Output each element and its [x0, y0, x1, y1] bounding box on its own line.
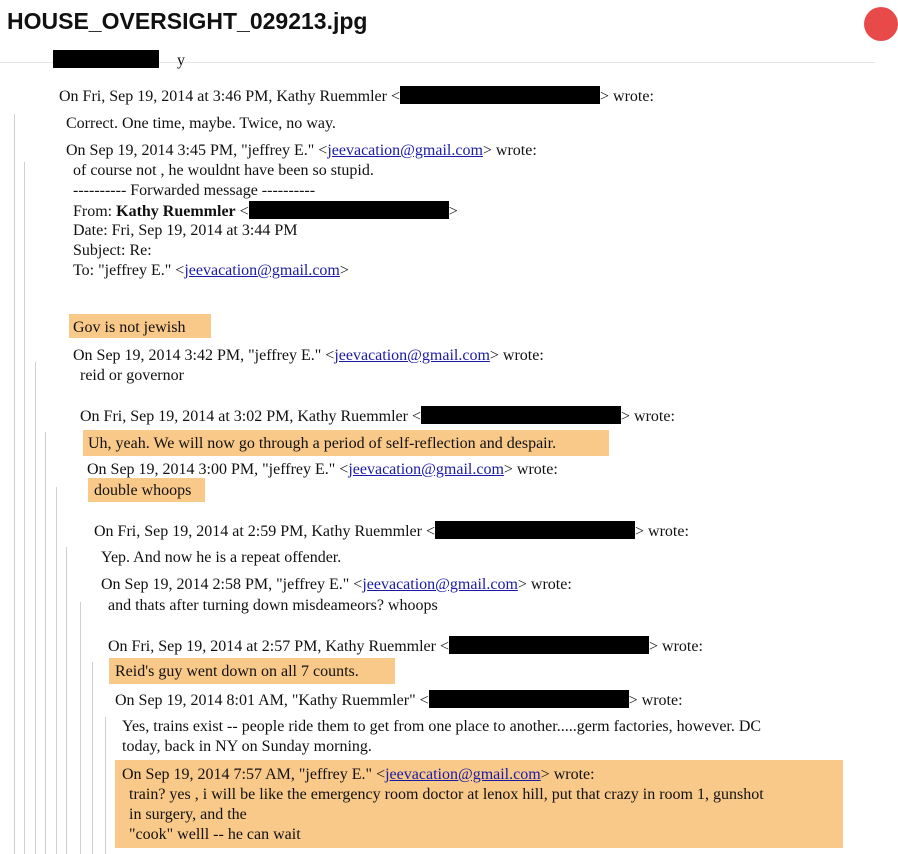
highlighted-line: Reid's guy went down on all 7 counts. [115, 663, 359, 680]
quote-bar [66, 547, 67, 854]
email-link[interactable]: jeevacation@gmail.com [327, 142, 483, 159]
redaction-box [421, 406, 621, 424]
header-text: On Sep 19, 2014 3:00 PM, "jeffrey E." < [87, 461, 349, 478]
message-line: Yes, trains exist -- people ride them to get from one place to another.....germ factories, however. DC [122, 718, 762, 735]
header-text: To: "jeffrey E." < [73, 262, 185, 279]
email-link[interactable]: jeevacation@gmail.com [184, 262, 340, 279]
fragment-text: y [177, 52, 185, 69]
header-7-57am [122, 765, 595, 785]
quote-bar [35, 362, 36, 854]
header-3-46pm [59, 86, 654, 107]
header-text: > wrote: [600, 88, 654, 105]
header-text: < [235, 203, 249, 220]
quote-bar [92, 662, 93, 854]
header-text: > wrote: [489, 347, 544, 364]
from-name: Kathy Ruemmler [116, 203, 236, 220]
header-2-58pm [101, 575, 572, 595]
header-text: > wrote: [649, 638, 703, 655]
header-2-59pm [94, 521, 689, 542]
header-text: On Sep 19, 2014 8:01 AM, "Kathy Ruemmler" < [115, 692, 429, 709]
header-text: On Sep 19, 2014 7:57 AM, "jeffrey E." < [122, 766, 386, 783]
email-link[interactable]: jeevacation@gmail.com [334, 347, 490, 364]
redaction-box [449, 636, 649, 654]
header-text: > [448, 203, 458, 220]
highlighted-line: train? yes , i will be like the emergency room doctor at lenox hill, put that crazy in room 1, gunshot [129, 786, 764, 803]
header-text: > wrote: [517, 576, 572, 593]
header-text: On Fri, Sep 19, 2014 at 2:59 PM, Kathy Ruemmler < [94, 523, 436, 540]
forwarded-separator: ---------- Forwarded message ---------- [73, 182, 316, 199]
quote-bar [80, 602, 81, 854]
header-2-57pm [108, 636, 703, 657]
quote-bar [14, 114, 15, 854]
highlighted-line: Gov is not jewish [73, 319, 186, 336]
close-button[interactable] [864, 7, 898, 41]
quote-bar [24, 162, 25, 854]
header-3-45pm [66, 141, 537, 161]
highlighted-line: "cook" welll -- he can wait [129, 826, 301, 843]
header-text: On Fri, Sep 19, 2014 at 3:46 PM, Kathy Ruemmler < [59, 88, 401, 105]
header-3-00pm [87, 460, 558, 480]
highlighted-line: Uh, yeah. We will now go through a period of self-reflection and despair. [88, 435, 557, 452]
email-link[interactable]: jeevacation@gmail.com [385, 766, 541, 783]
highlighted-line: in surgery, and the [129, 806, 247, 823]
message-line: reid or governor [80, 367, 184, 384]
email-link[interactable]: jeevacation@gmail.com [362, 576, 518, 593]
header-text: > [339, 262, 349, 279]
message-line: Correct. One time, maybe. Twice, no way. [66, 115, 336, 132]
header-text: > wrote: [540, 766, 595, 783]
header-text: On Sep 19, 2014 3:42 PM, "jeffrey E." < [73, 347, 335, 364]
redaction-box [435, 521, 635, 539]
redaction-box [249, 201, 449, 219]
header-8-01am [115, 690, 683, 711]
header-3-02pm [80, 406, 675, 427]
header-text: > wrote: [503, 461, 558, 478]
header-text: > wrote: [482, 142, 537, 159]
message-line: and thats after turning down misdeameors? whoops [108, 597, 438, 614]
header-text: On Sep 19, 2014 2:58 PM, "jeffrey E." < [101, 576, 363, 593]
file-title: HOUSE_OVERSIGHT_029213.jpg [7, 8, 368, 34]
message-line: today, back in NY on Sunday morning. [122, 738, 372, 755]
header-text: On Fri, Sep 19, 2014 at 3:02 PM, Kathy Ruemmler < [80, 408, 422, 425]
from-label: From: [73, 203, 117, 220]
highlighted-line: double whoops [94, 482, 192, 499]
header-3-42pm [73, 346, 544, 366]
quote-bar [105, 717, 106, 854]
email-link[interactable]: jeevacation@gmail.com [348, 461, 504, 478]
header-text: On Sep 19, 2014 3:45 PM, "jeffrey E." < [66, 142, 328, 159]
message-line: Yep. And now he is a repeat offender. [101, 549, 342, 566]
forward-subject: Subject: Re: [73, 242, 152, 259]
redaction-box [53, 50, 159, 68]
redaction-box [400, 86, 600, 104]
header-text: > wrote: [635, 523, 689, 540]
header-text: > wrote: [628, 692, 683, 709]
quote-bar [45, 432, 46, 854]
forward-date: Date: Fri, Sep 19, 2014 at 3:44 PM [73, 222, 298, 239]
email-document [0, 52, 875, 852]
redaction-box [429, 690, 629, 708]
message-line: of course not , he wouldnt have been so stupid. [73, 162, 374, 179]
header-text: > wrote: [621, 408, 675, 425]
forward-from [73, 201, 458, 222]
header-text: On Fri, Sep 19, 2014 at 2:57 PM, Kathy Ruemmler < [108, 638, 450, 655]
forward-to [73, 261, 349, 281]
quote-bar [56, 487, 57, 854]
top-fragment [53, 50, 185, 71]
